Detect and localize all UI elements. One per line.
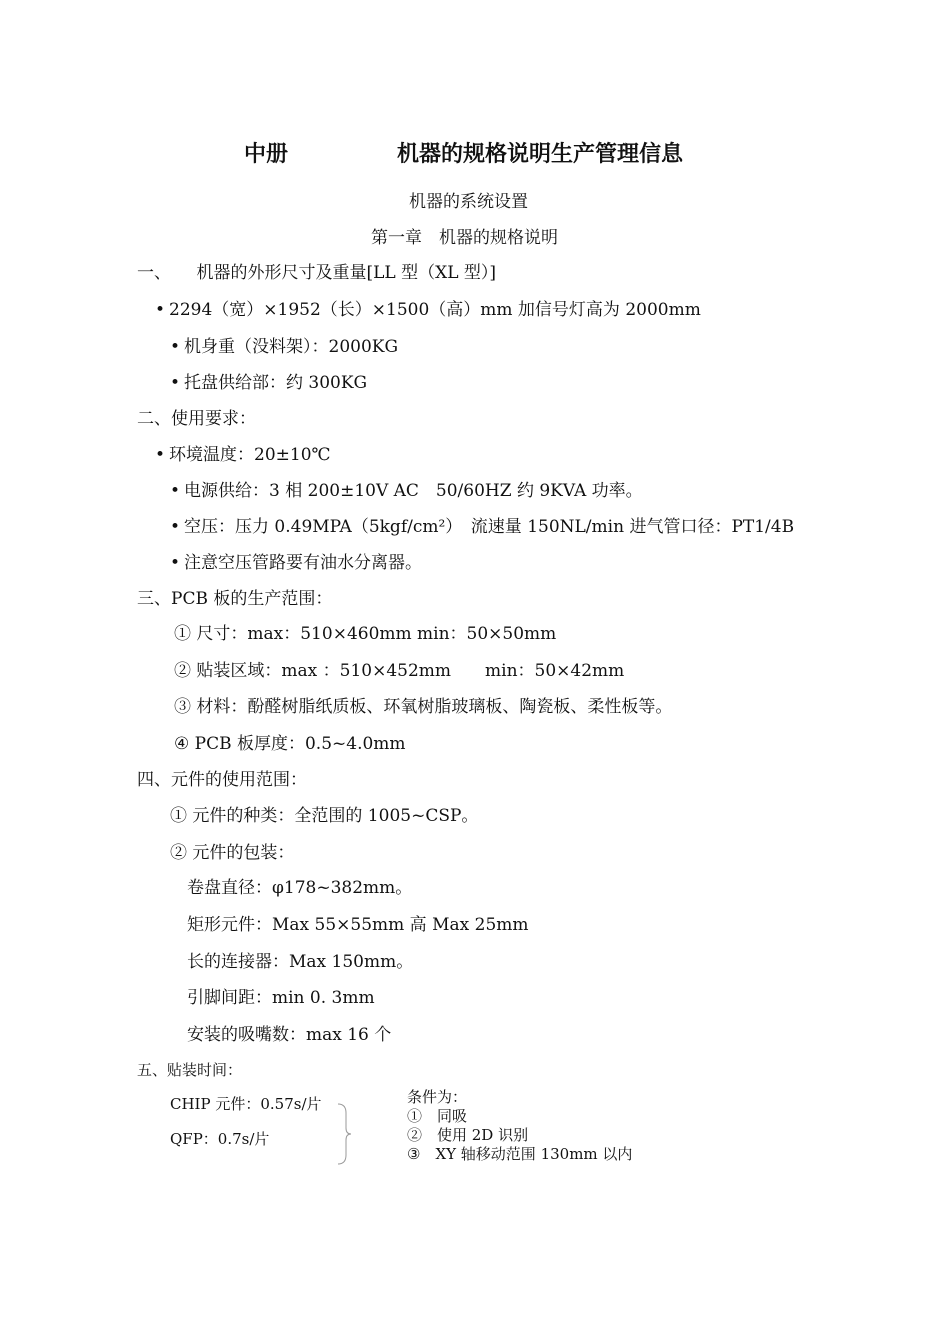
section-heading: 四、元件的使用范围：: [137, 770, 307, 790]
list-item: • 环境温度：20±10℃: [155, 445, 331, 465]
chapter-heading: 第一章 机器的规格说明: [371, 228, 558, 248]
brace-icon: [336, 1103, 352, 1165]
list-item: • 机身重（没料架）：2000KG: [170, 337, 399, 357]
sub-item: 长的连接器：Max 150mm。: [187, 952, 414, 972]
sub-item: 安装的吸嘴数：max 16 个: [187, 1025, 392, 1045]
condition-item: ② 使用 2D 识别: [407, 1126, 529, 1144]
title-left: 中册: [244, 142, 289, 167]
list-item: ④ PCB 板厚度：0.5~4.0mm: [174, 734, 406, 754]
list-item: • 2294（宽）×1952（长）×1500（高）mm 加信号灯高为 2000mm: [155, 300, 701, 320]
list-item: • 空压：压力 0.49MPA（5kgf/cm²） 流速量 150NL/min 进气管口径：PT1/4B: [170, 517, 795, 537]
list-item: ② 元件的包装：: [170, 843, 295, 863]
list-item: ① 尺寸：max：510×460mm min：50×50mm: [174, 624, 557, 644]
subtitle: 机器的系统设置: [409, 192, 528, 212]
condition-item: ① 同吸: [407, 1107, 468, 1125]
list-item: • 托盘供给部：约 300KG: [170, 373, 368, 393]
section-heading: 五、贴装时间：: [137, 1061, 243, 1079]
list-item: ② 贴装区域：max ：510×452mm min：50×42mm: [174, 661, 625, 681]
sub-item: 引脚间距：min 0. 3mm: [187, 988, 375, 1008]
timing-item: CHIP 元件：0.57s/片: [170, 1095, 322, 1113]
list-item: • 注意空压管路要有油水分离器。: [170, 553, 422, 573]
timing-item: QFP：0.7s/片: [170, 1130, 270, 1148]
sub-item: 矩形元件：Max 55×55mm 高 Max 25mm: [187, 915, 529, 935]
list-item: ① 元件的种类：全范围的 1005~CSP。: [170, 806, 479, 826]
section-heading: 一、 机器的外形尺寸及重量[LL 型（XL 型）]: [137, 263, 497, 283]
title-right: 机器的规格说明生产管理信息: [397, 142, 684, 167]
list-item: • 电源供给：3 相 200±10V AC 50/60HZ 约 9KVA 功率。: [170, 481, 643, 501]
section-heading: 三、PCB 板的生产范围：: [137, 589, 333, 609]
section-heading: 二、使用要求：: [137, 409, 256, 429]
conditions-title: 条件为：: [407, 1088, 468, 1106]
sub-item: 卷盘直径：φ178~382mm。: [187, 878, 413, 898]
condition-item: ③ XY 轴移动范围 130mm 以内: [407, 1145, 633, 1163]
list-item: ③ 材料：酚醛树脂纸质板、环氧树脂玻璃板、陶瓷板、柔性板等。: [174, 697, 673, 717]
